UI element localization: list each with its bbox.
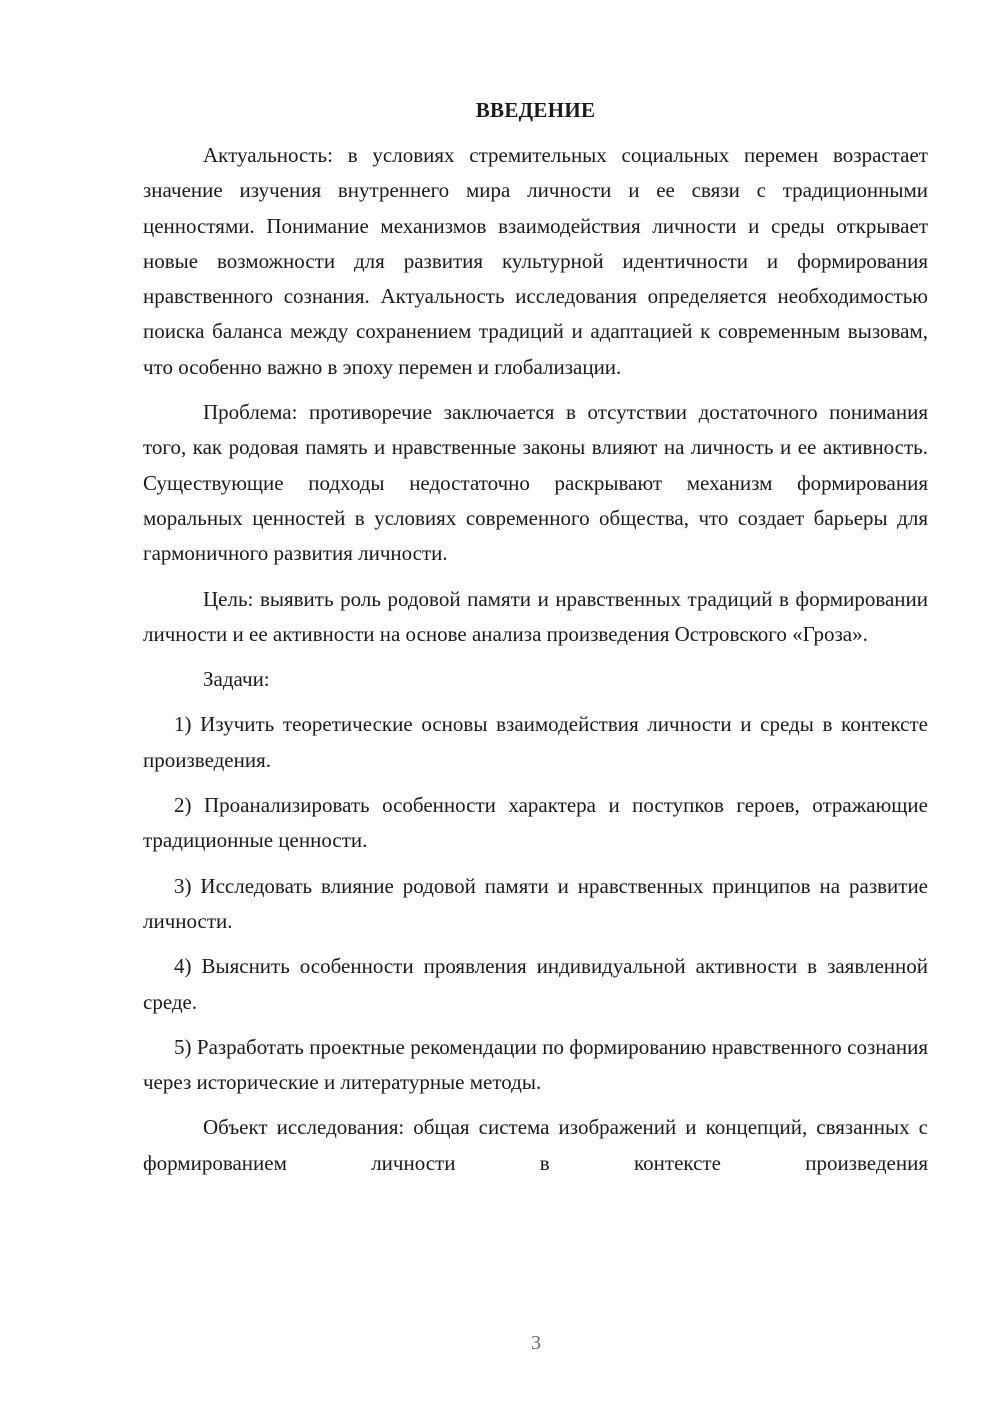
task-item: 5) Разработать проектные рекомендации по формированию нравственного сознания через исторические и литературные методы. xyxy=(143,1034,928,1095)
page-number: 3 xyxy=(531,1332,541,1354)
section-heading: ВВЕДЕНИЕ xyxy=(475,98,596,122)
goal-paragraph: Цель: выявить роль родовой памяти и нравственных традиций в формировании личности и ее активности на основе анализа произведения Островского «Гроза». xyxy=(143,586,928,646)
task-item: 1) Изучить теоретические основы взаимодействия личности и среды в контексте произведения. xyxy=(143,712,928,772)
tasks-label: Задачи: xyxy=(203,667,270,692)
problem-paragraph: Проблема: противоречие заключается в отсутствии достаточного понимания того, как родовая память и нравственные законы влияют на личность и ее активность. Существующие подходы недостаточно раскрывают механизм формирования моральных ценностей в условиях современного общества, что создает барьеры для гармоничного развития личности. xyxy=(143,400,928,566)
object-paragraph: Объект исследования: общая система изображений и концепций, связанных с формированием личности в контексте произведения xyxy=(143,1115,928,1175)
relevance-paragraph: Актуальность: в условиях стремительных социальных перемен возрастает значение изучения внутреннего мира личности и ее связи с традиционными ценностями. Понимание механизмов взаимодействия личности и среды открывает новые возможности для развития культурной идентичности и формирования нравственного сознания. Актуальность исследования определяется необходимостью поиска баланса между сохранением традиций и адаптацией к современным вызовам, что особенно важно в эпоху перемен и глобализации. xyxy=(143,143,928,379)
task-item: 4) Выяснить особенности проявления индивидуальной активности в заявленной среде. xyxy=(143,954,928,1014)
task-item: 2) Проанализировать особенности характера и поступков героев, отражающие традиционные ценности. xyxy=(143,793,928,853)
page-content xyxy=(143,95,928,1181)
task-item: 3) Исследовать влияние родовой памяти и нравственных принципов на развитие личности. xyxy=(143,873,928,933)
